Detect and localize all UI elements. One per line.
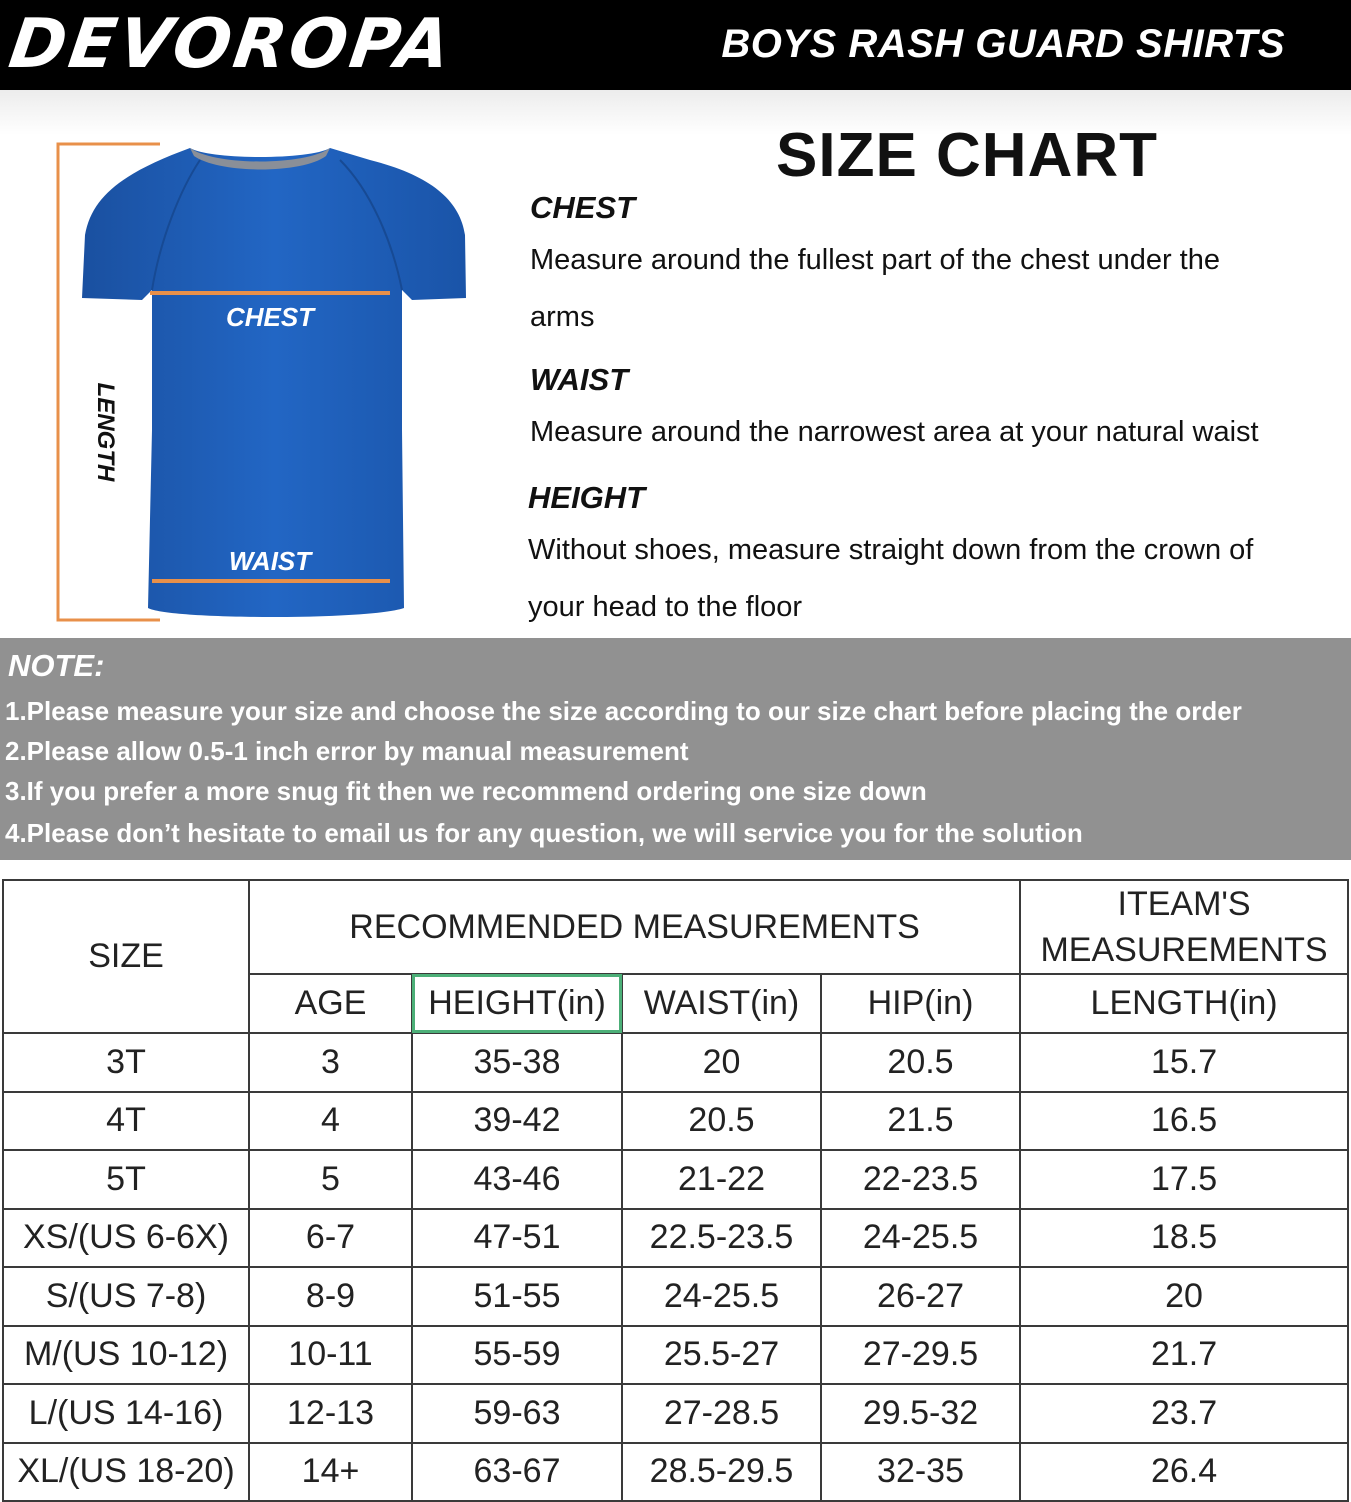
table-row <box>3 1209 1348 1268</box>
length-cell: 23.7 <box>1020 1384 1348 1443</box>
length-cell: 15.7 <box>1020 1033 1348 1092</box>
age-cell: 5 <box>249 1150 412 1209</box>
height-cell: 55-59 <box>412 1326 622 1385</box>
height-description <box>528 480 1343 636</box>
table-row <box>3 1267 1348 1326</box>
size-cell: XL/(US 18-20) <box>3 1443 249 1502</box>
waist-cell: 20 <box>622 1033 821 1092</box>
table-row <box>3 1092 1348 1151</box>
waist-label: WAIST <box>228 546 312 576</box>
hip-cell: 26-27 <box>821 1267 1020 1326</box>
note-line-1: 1.Please measure your size and choose the size according to our size chart before placing the order <box>5 696 1242 726</box>
table-row <box>3 1384 1348 1443</box>
note-panel <box>0 638 1351 860</box>
age-cell: 8-9 <box>249 1267 412 1326</box>
height-cell: 59-63 <box>412 1384 622 1443</box>
hip-cell: 20.5 <box>821 1033 1020 1092</box>
hip-cell: 29.5-32 <box>821 1384 1020 1443</box>
size-cell: M/(US 10-12) <box>3 1326 249 1385</box>
length-cell: 16.5 <box>1020 1092 1348 1151</box>
size-header: SIZE <box>3 880 249 1033</box>
height-cell: 35-38 <box>412 1033 622 1092</box>
height-cell: 63-67 <box>412 1443 622 1502</box>
age-cell: 10-11 <box>249 1326 412 1385</box>
size-cell: 3T <box>3 1033 249 1092</box>
age-cell: 6-7 <box>249 1209 412 1268</box>
item-measurements-header <box>1020 880 1348 974</box>
age-cell: 12-13 <box>249 1384 412 1443</box>
waist-heading: WAIST <box>530 362 629 397</box>
item-header-line2: MEASUREMENTS <box>1040 931 1328 969</box>
note-title: NOTE: <box>8 648 105 683</box>
size-cell: 4T <box>3 1092 249 1151</box>
height-text-line1: Without shoes, measure straight down from the crown of <box>528 534 1254 566</box>
length-cell: 20 <box>1020 1267 1348 1326</box>
hip-cell: 21.5 <box>821 1092 1020 1151</box>
size-cell: S/(US 7-8) <box>3 1267 249 1326</box>
length-cell: 18.5 <box>1020 1209 1348 1268</box>
waist-cell: 21-22 <box>622 1150 821 1209</box>
hip-cell: 32-35 <box>821 1443 1020 1502</box>
size-chart-title: SIZE CHART <box>776 121 1158 190</box>
table-row <box>3 1443 1348 1502</box>
size-cell: 5T <box>3 1150 249 1209</box>
waist-cell: 22.5-23.5 <box>622 1209 821 1268</box>
length-label: LENGTH <box>92 382 119 482</box>
length-cell: 17.5 <box>1020 1150 1348 1209</box>
hip-cell: 22-23.5 <box>821 1150 1020 1209</box>
height-cell: 47-51 <box>412 1209 622 1268</box>
age-header: AGE <box>249 974 412 1033</box>
size-table <box>2 879 1349 1502</box>
table-row <box>3 1326 1348 1385</box>
height-cell: 39-42 <box>412 1092 622 1151</box>
size-cell: XS/(US 6-6X) <box>3 1209 249 1268</box>
shirt-diagram <box>40 130 480 630</box>
hip-cell: 27-29.5 <box>821 1326 1020 1385</box>
header-title: BOYS RASH GUARD SHIRTS <box>721 22 1285 66</box>
hip-header: HIP(in) <box>821 974 1020 1033</box>
waist-text-line1: Measure around the narrowest area at your natural waist <box>530 416 1259 448</box>
waist-cell: 20.5 <box>622 1092 821 1151</box>
length-cell: 26.4 <box>1020 1443 1348 1502</box>
note-line-2: 2.Please allow 0.5-1 inch error by manual measurement <box>5 736 689 766</box>
length-cell: 21.7 <box>1020 1326 1348 1385</box>
table-row <box>3 1033 1348 1092</box>
waist-cell: 28.5-29.5 <box>622 1443 821 1502</box>
table-body <box>3 1033 1348 1501</box>
height-header[interactable]: HEIGHT(in) <box>412 974 622 1033</box>
age-cell: 4 <box>249 1092 412 1151</box>
chest-label: CHEST <box>225 302 315 332</box>
item-header-line1: ITEAM'S <box>1117 885 1251 923</box>
table-row <box>3 1150 1348 1209</box>
hip-cell: 24-25.5 <box>821 1209 1020 1268</box>
chest-description <box>530 190 1345 346</box>
length-header: LENGTH(in) <box>1020 974 1348 1033</box>
waist-header: WAIST(in) <box>622 974 821 1033</box>
header-bar <box>0 0 1351 90</box>
waist-cell: 25.5-27 <box>622 1326 821 1385</box>
recommended-header: RECOMMENDED MEASUREMENTS <box>249 880 1020 974</box>
height-cell: 43-46 <box>412 1150 622 1209</box>
age-cell: 3 <box>249 1033 412 1092</box>
chest-text-line2: arms <box>530 301 595 333</box>
height-text-line2: your head to the floor <box>528 591 803 623</box>
brand-logo: DEVOROPA <box>4 5 459 84</box>
size-cell: L/(US 14-16) <box>3 1384 249 1443</box>
note-line-3: 3.If you prefer a more snug fit then we recommend ordering one size down <box>5 776 927 806</box>
waist-cell: 24-25.5 <box>622 1267 821 1326</box>
shirt-illustration <box>40 130 480 630</box>
note-line-4: 4.Please don’t hesitate to email us for any question, we will service you for the solution <box>5 818 1083 848</box>
height-heading: HEIGHT <box>528 480 646 515</box>
height-cell: 51-55 <box>412 1267 622 1326</box>
chest-text-line1: Measure around the fullest part of the chest under the <box>530 244 1220 276</box>
waist-description <box>530 362 1345 461</box>
age-cell: 14+ <box>249 1443 412 1502</box>
chest-heading: CHEST <box>530 190 636 225</box>
waist-cell: 27-28.5 <box>622 1384 821 1443</box>
